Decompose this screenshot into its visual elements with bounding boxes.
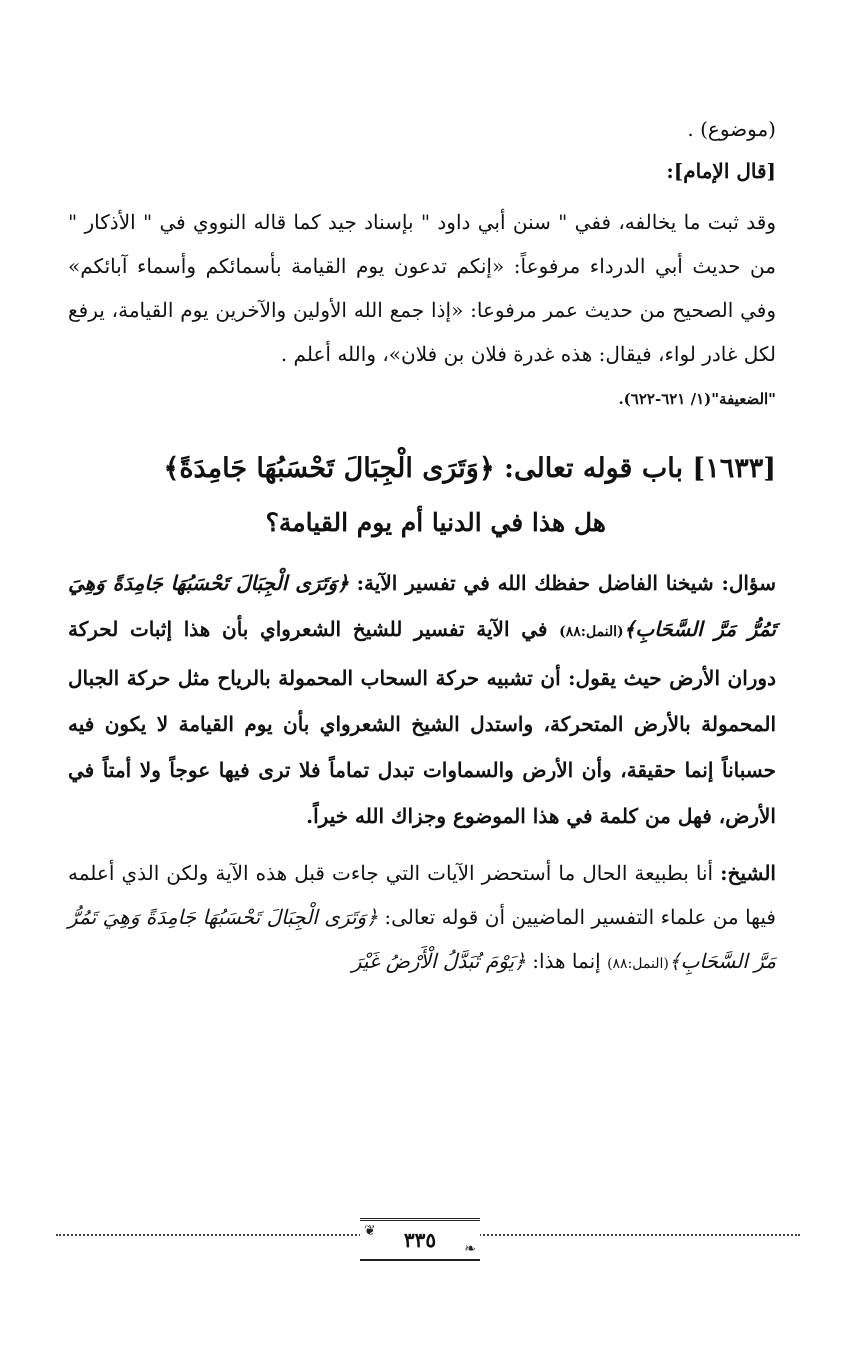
question-part1: شيخنا الفاضل حفظك الله في تفسير الآية: (356, 571, 714, 595)
ornament-icon: ❧ (464, 1241, 476, 1257)
section-heading (68, 442, 776, 550)
ornament-icon: ❦ (364, 1223, 376, 1239)
page-number-box (360, 1218, 480, 1261)
question-part2: في الآية تفسير للشيخ الشعرواي بأن هذا إثبات لحركة دوران الأرض حيث يقول: أن تشبيه حركة السحاب المحمولة بالرياح مثل حركة الجبال المحمولة بالأرض المتحركة، واستدل الشيخ الشعرواي بأن يوم القيامة لا يكون فيه حسباناً إنما حقيقة، وأن الأرض والسماوات تبدل تماماً فلا ترى فيها عوجاً ولا أمتاً في الأرض، فهل من كلمة في هذا الموضوع وجزاك الله خيراً. (68, 617, 776, 828)
answer-paragraph (68, 851, 776, 986)
answer-part2: إنما هذا: (532, 949, 601, 973)
question-label: سؤال: (721, 571, 776, 595)
question-verse: ﴿وَتَرَى الْجِبَالَ تَحْسَبُهَا جَامِدَةً وَهِيَ تَمُرُّ مَرَّ السَّحَابِ﴾ (68, 571, 776, 641)
page-number: ٣٣٥ (403, 1228, 437, 1252)
answer-part1: أنا بطبيعة الحال ما أستحضر الآيات التي جاءت قبل هذه الآية ولكن الذي أعلمه فيها من علماء التفسير الماضيين أن قوله تعالى: (68, 861, 776, 929)
answer-label: الشيخ: (720, 861, 776, 885)
page-content (68, 108, 776, 986)
heading-number: [١٦٣٣] (692, 453, 776, 484)
answer-verse2: ﴿يَوْمَ تُبَدَّلُ الْأَرْضُ غَيْرَ (351, 949, 526, 973)
heading-title: باب قوله تعالى: ﴿وَتَرَى الْجِبَالَ تَحْسَبُهَا جَامِدَةً﴾ (163, 453, 684, 484)
answer-ref: (النمل:٨٨) (607, 956, 669, 972)
imam-paragraph: وقد ثبت ما يخالفه، ففي " سنن أبي داود " بإسناد جيد كما قاله النووي في " الأذكار " من حديث أبي الدرداء مرفوعاً: «إنكم تدعون يوم القيامة بأسمائكم وأسماء آبائكم» وفي الصحيح من حديث عمر مرفوعا: «إذا جمع الله الأولين والآخرين يوم القيامة، يرفع لكل غادر لواء، فيقال: هذه غدرة فلان بن فلان»، والله أعلم . (68, 210, 776, 366)
imam-label: [قال الإمام]: (666, 159, 776, 183)
answer-verse: ﴿وَتَرَى الْجِبَالَ تَحْسَبُهَا جَامِدَةً وَهِيَ تَمُرُّ مَرَّ السَّحَابِ﴾ (68, 905, 776, 973)
heading-subtitle: هل هذا في الدنيا أم يوم القيامة؟ (265, 508, 606, 537)
footnote: "الضعيفة"(١/ ٦٢١-٦٢٢). (618, 390, 776, 408)
question-ref: (النمل:٨٨) (559, 624, 624, 640)
top-line: (موضوع) . (687, 117, 776, 141)
question-paragraph (68, 560, 776, 839)
